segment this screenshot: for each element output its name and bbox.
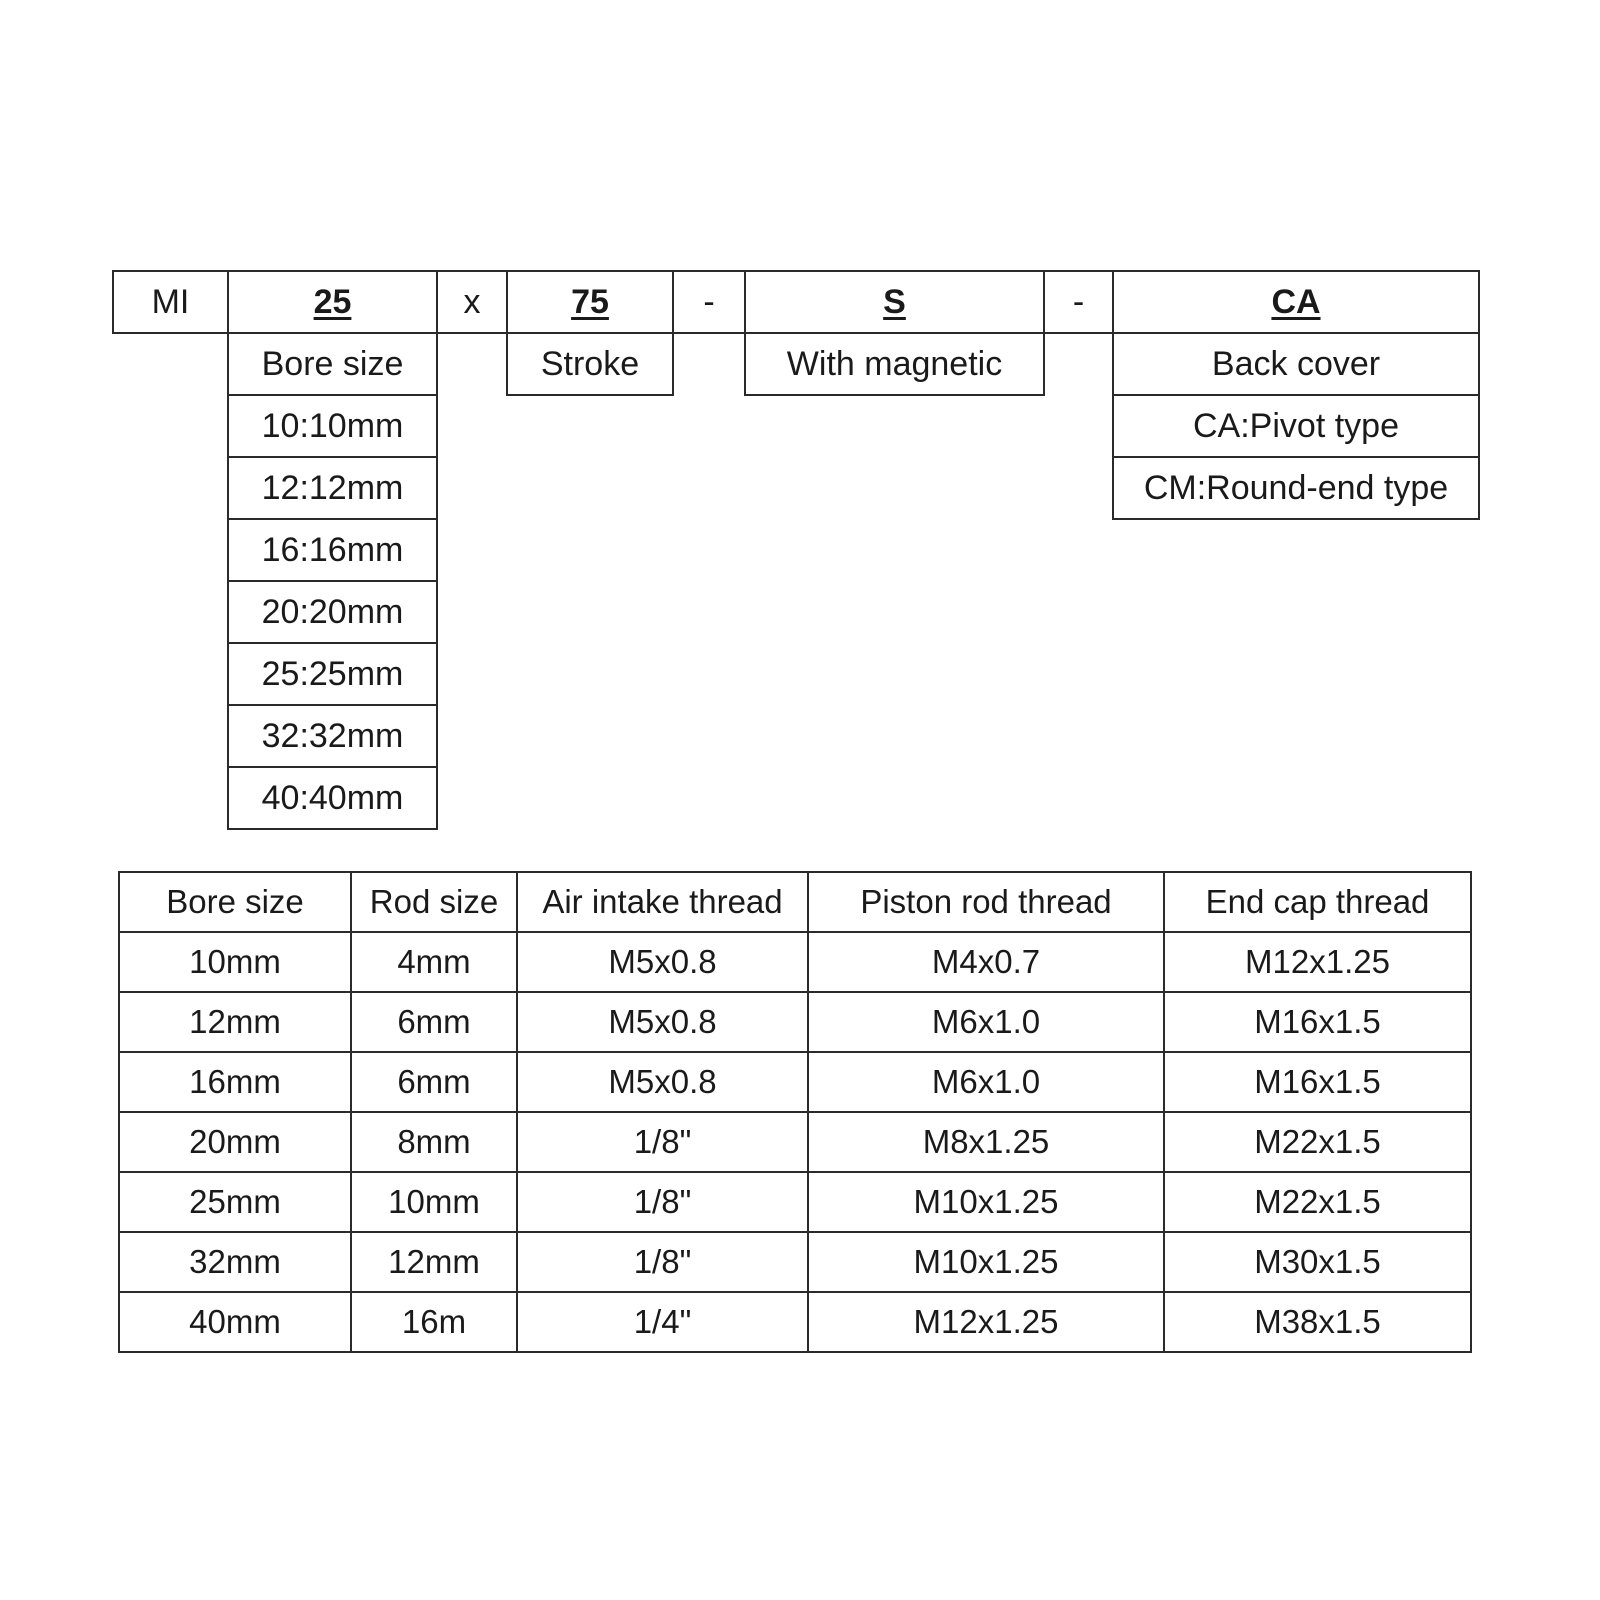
table-row xyxy=(119,1052,1471,1112)
header-piston-rod-thread: Piston rod thread xyxy=(808,872,1164,932)
table-cell: M4x0.7 xyxy=(808,932,1164,992)
bore-option: 16:16mm xyxy=(227,518,438,582)
table-cell: 1/4" xyxy=(517,1292,808,1352)
bore-option: 25:25mm xyxy=(227,642,438,706)
table-cell: M38x1.5 xyxy=(1164,1292,1471,1352)
table-cell: 1/8" xyxy=(517,1232,808,1292)
table-row xyxy=(119,1112,1471,1172)
table-row xyxy=(119,1172,1471,1232)
table-row xyxy=(119,1232,1471,1292)
table-cell: 16m xyxy=(351,1292,517,1352)
table-cell: M10x1.25 xyxy=(808,1232,1164,1292)
table-cell: 10mm xyxy=(351,1172,517,1232)
bore-option: 10:10mm xyxy=(227,394,438,458)
code-stroke-cell xyxy=(506,270,674,334)
spec-table xyxy=(118,871,1472,1353)
table-cell: M12x1.25 xyxy=(808,1292,1164,1352)
table-cell: 12mm xyxy=(119,992,351,1052)
table-cell: M8x1.25 xyxy=(808,1112,1164,1172)
table-cell: M5x0.8 xyxy=(517,992,808,1052)
table-cell: 16mm xyxy=(119,1052,351,1112)
header-air-intake-thread: Air intake thread xyxy=(517,872,808,932)
cover-code: CA xyxy=(1271,282,1321,321)
stroke-label: Stroke xyxy=(506,332,674,396)
table-cell: M5x0.8 xyxy=(517,932,808,992)
magnet-code: S xyxy=(883,282,906,321)
back-cover-label: Back cover xyxy=(1112,332,1480,396)
cover-option: CM:Round-end type xyxy=(1112,456,1480,520)
table-header-row xyxy=(119,872,1471,932)
table-cell: M6x1.0 xyxy=(808,1052,1164,1112)
table-cell: 25mm xyxy=(119,1172,351,1232)
table-cell: M16x1.5 xyxy=(1164,1052,1471,1112)
table-cell: 12mm xyxy=(351,1232,517,1292)
table-cell: 6mm xyxy=(351,1052,517,1112)
table-row xyxy=(119,992,1471,1052)
separator-x: x xyxy=(463,282,481,321)
bore-size-label: Bore size xyxy=(227,332,438,396)
table-cell: M12x1.25 xyxy=(1164,932,1471,992)
code-sep-x-cell xyxy=(436,270,508,334)
header-end-cap-thread: End cap thread xyxy=(1164,872,1471,932)
code-bore-cell xyxy=(227,270,438,334)
separator-dash-1: - xyxy=(703,282,715,321)
table-cell: 32mm xyxy=(119,1232,351,1292)
table-cell: 1/8" xyxy=(517,1172,808,1232)
bore-option: 20:20mm xyxy=(227,580,438,644)
bore-option: 12:12mm xyxy=(227,456,438,520)
bore-option: 40:40mm xyxy=(227,766,438,830)
cover-option: CA:Pivot type xyxy=(1112,394,1480,458)
table-cell: M22x1.5 xyxy=(1164,1172,1471,1232)
table-cell: M30x1.5 xyxy=(1164,1232,1471,1292)
code-prefix-cell xyxy=(112,270,229,334)
table-row xyxy=(119,932,1471,992)
table-row xyxy=(119,1292,1471,1352)
code-sep-dash-2-cell xyxy=(1043,270,1114,334)
separator-dash-2: - xyxy=(1072,282,1085,321)
bore-code: 25 xyxy=(313,282,352,321)
table-cell: 10mm xyxy=(119,932,351,992)
table-cell: 4mm xyxy=(351,932,517,992)
table-cell: 6mm xyxy=(351,992,517,1052)
code-prefix: MI xyxy=(151,282,190,321)
stroke-code: 75 xyxy=(571,282,609,321)
code-cover-cell xyxy=(1112,270,1480,334)
magnet-label: With magnetic xyxy=(744,332,1045,396)
table-cell: M16x1.5 xyxy=(1164,992,1471,1052)
header-rod-size: Rod size xyxy=(351,872,517,932)
header-bore-size: Bore size xyxy=(119,872,351,932)
code-sep-dash-1-cell xyxy=(672,270,746,334)
table-cell: M6x1.0 xyxy=(808,992,1164,1052)
table-cell: 40mm xyxy=(119,1292,351,1352)
table-cell: M5x0.8 xyxy=(517,1052,808,1112)
table-cell: 20mm xyxy=(119,1112,351,1172)
table-cell: M10x1.25 xyxy=(808,1172,1164,1232)
table-cell: 1/8" xyxy=(517,1112,808,1172)
bore-option: 32:32mm xyxy=(227,704,438,768)
table-cell: 8mm xyxy=(351,1112,517,1172)
code-magnet-cell xyxy=(744,270,1045,334)
table-cell: M22x1.5 xyxy=(1164,1112,1471,1172)
